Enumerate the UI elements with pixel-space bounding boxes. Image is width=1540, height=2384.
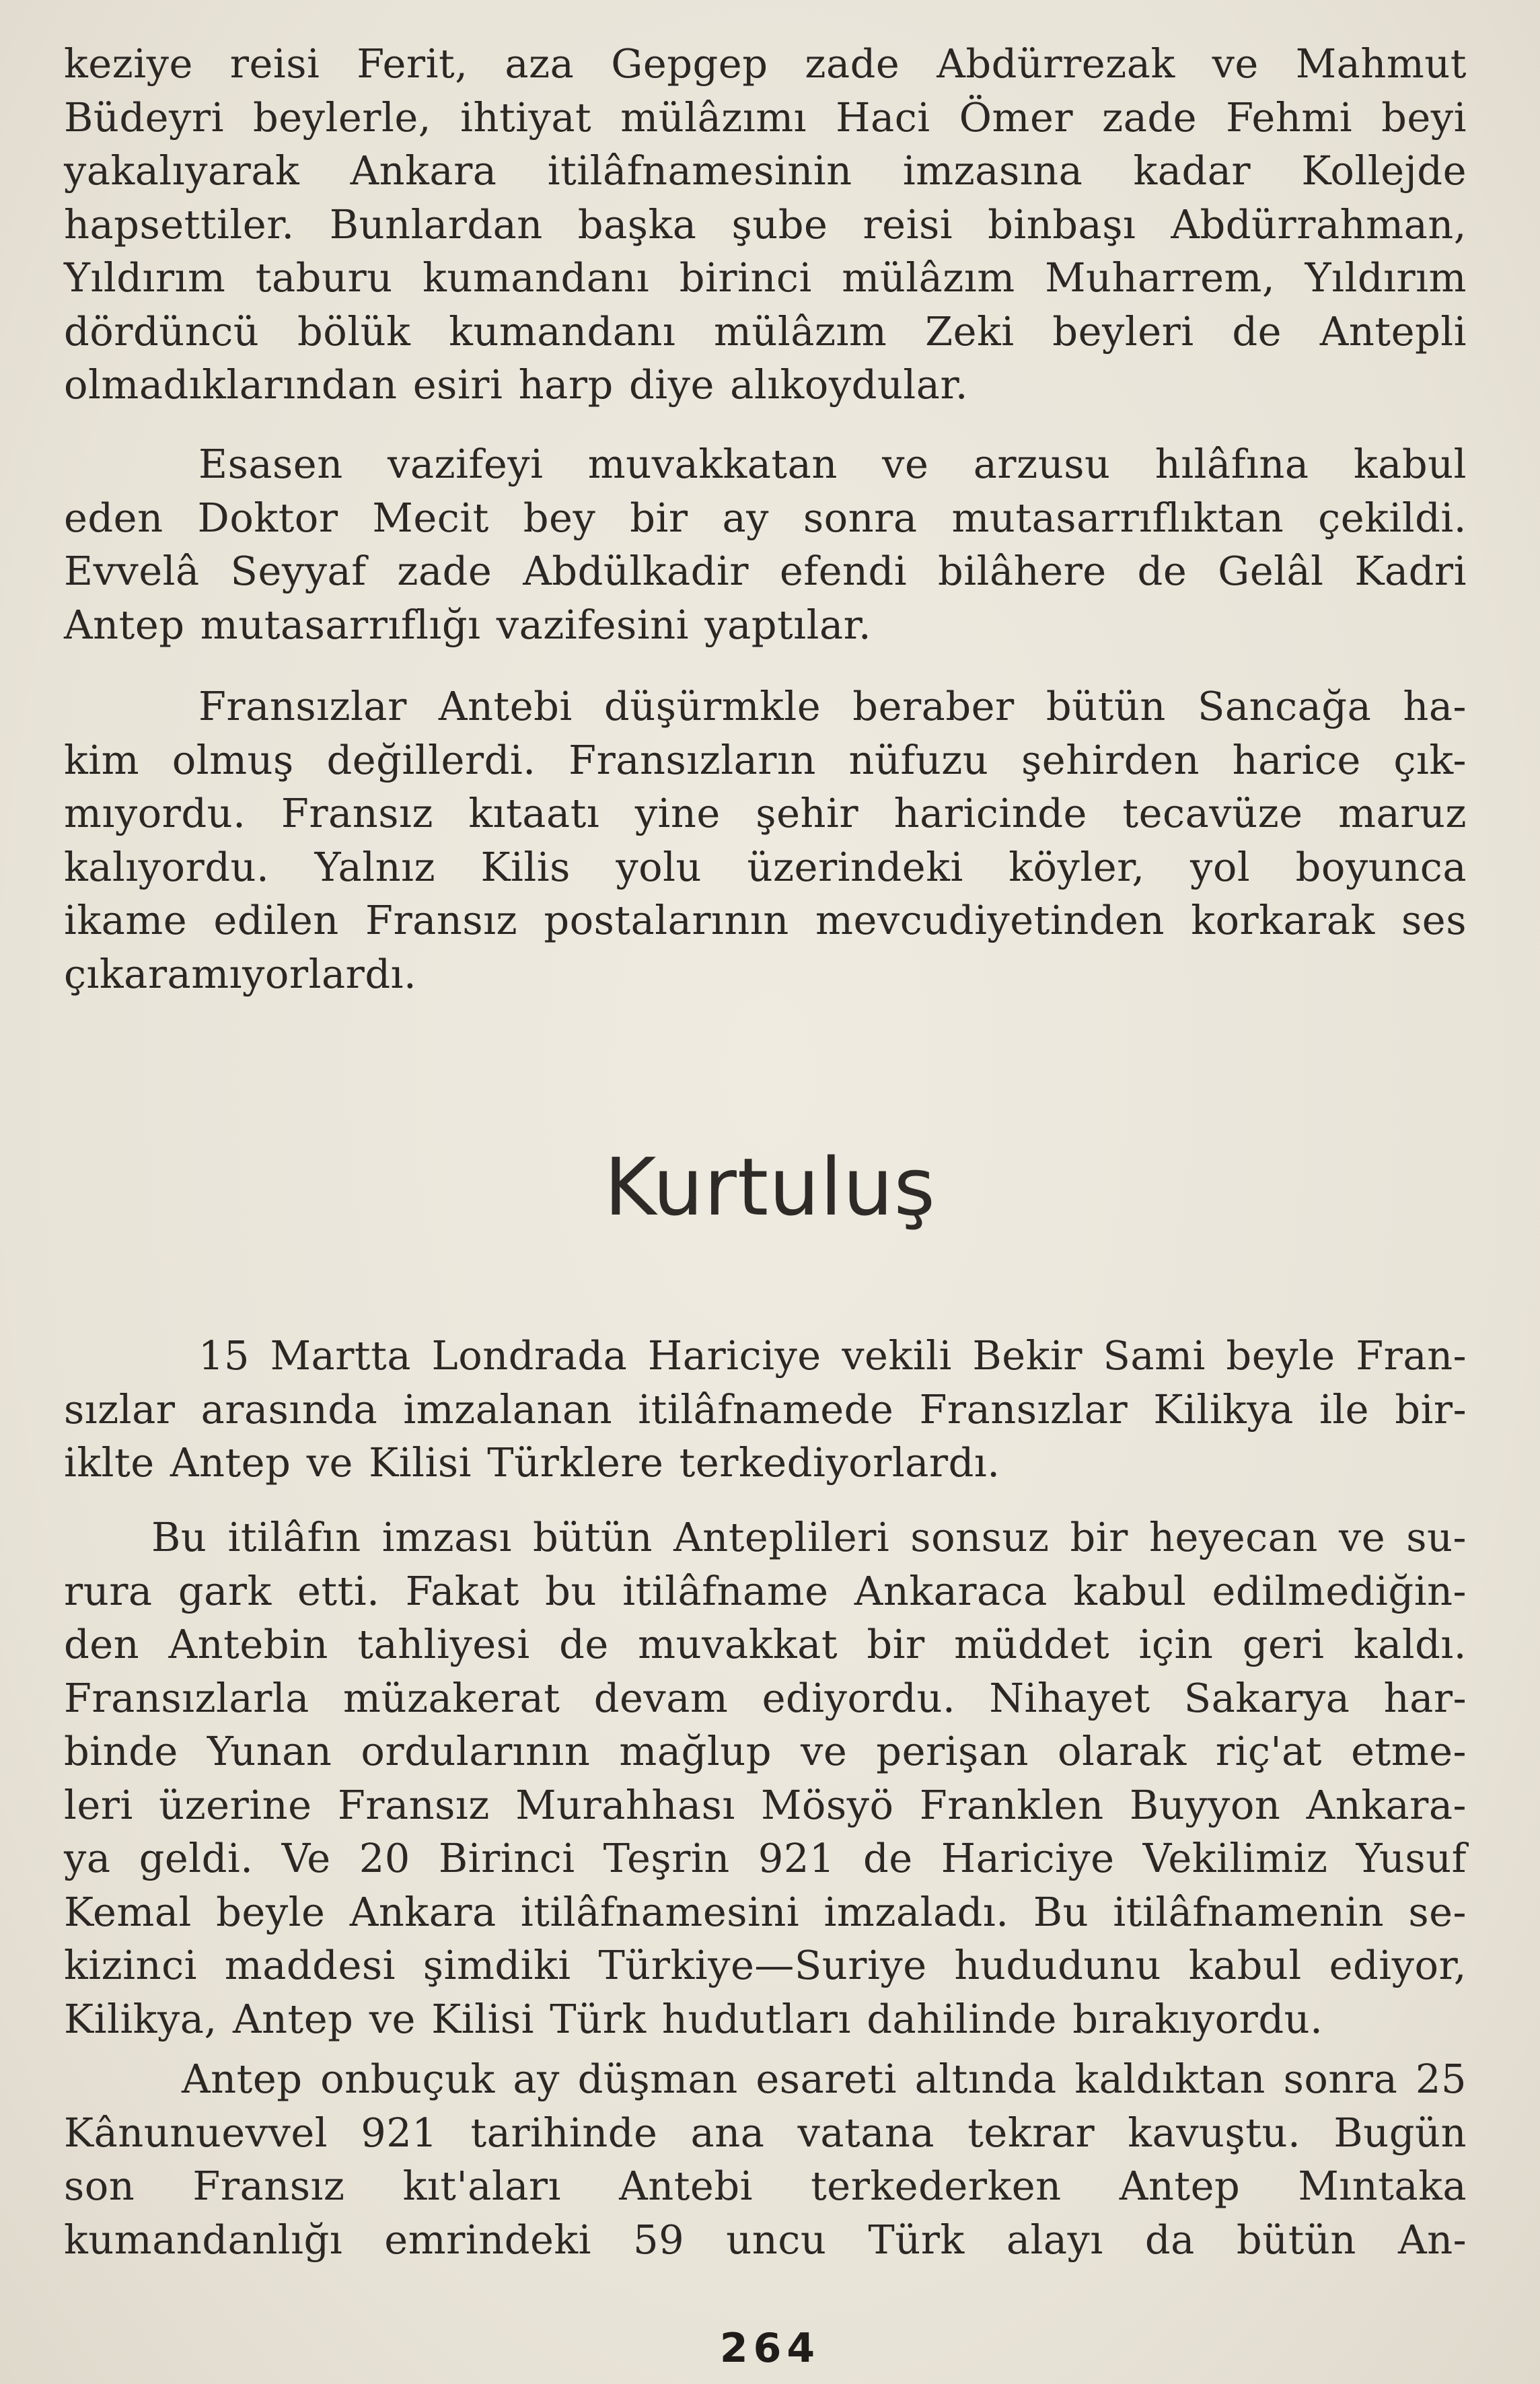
paragraph-6 — [64, 2052, 1467, 2266]
text-line: mıyordu. Fransız kıtaatı yine şehir haricinde tecavüze maruz — [64, 790, 1467, 836]
text-line: kim olmuş değillerdi. Fransızların nüfuzu şehirden harice çık- — [64, 736, 1467, 783]
text-line: sızlar arasında imzalanan itilâfnamede Fransızlar Kilikya ile bir- — [64, 1385, 1467, 1433]
paragraph-2 — [64, 437, 1467, 651]
text-line: Fransızlar Antebi düşürmkle beraber bütün Sancağa ha- — [198, 683, 1467, 729]
text-line: binde Yunan ordularının mağlup ve perişan olarak riç'at etme- — [64, 1728, 1467, 1774]
section-heading: Kurtuluş — [604, 1141, 936, 1233]
text-line: Evvelâ Seyyaf zade Abdülkadir efendi bilâhere de Gelâl Kadri — [64, 548, 1467, 594]
text-line: kumandanlığı emrindeki 59 uncu Türk alayı da bütün An- — [64, 2216, 1467, 2263]
text-line: hapsettiler. Bunlardan başka şube reisi binbaşı Abdürrahman, — [64, 201, 1467, 248]
text-line: 15 Martta Londrada Hariciye vekili Bekir Sami beyle Fran- — [198, 1332, 1467, 1379]
text-line: Bu itilâfın imzası bütün Anteplileri sonsuz bir heyecan ve su- — [151, 1514, 1467, 1560]
text-line: Fransızlarla müzakerat devam ediyordu. Nihayet Sakarya har- — [64, 1674, 1467, 1721]
text-line: kizinci maddesi şimdiki Türkiye—Suriye hududunu kabul ediyor, — [64, 1942, 1467, 1988]
paragraph-6-text — [64, 2052, 1467, 2266]
text-line: Büdeyri beylerle, ihtiyat mülâzımı Haci Ömer zade Fehmi beyi — [64, 94, 1467, 141]
text-line: iklte Antep ve Kilisi Türklere terkediyorlardı. — [64, 1439, 1000, 1486]
text-line: Antep mutasarrıflığı vazifesini yaptılar. — [64, 601, 872, 648]
paragraph-1-text — [64, 37, 1467, 412]
paragraph-5-text — [64, 1511, 1467, 2046]
paragraph-3-text — [64, 680, 1467, 1001]
text-line: dördüncü bölük kumandanı mülâzım Zeki beyleri de Antepli — [64, 308, 1467, 355]
text-line: keziye reisi Ferit, aza Gepgep zade Abdürrezak ve Mahmut — [64, 40, 1467, 87]
text-line: rura gark etti. Fakat bu itilâfname Ankaraca kabul edilmediğin- — [64, 1567, 1467, 1614]
paragraph-5 — [64, 1511, 1467, 2046]
text-line: den Antebin tahliyesi de muvakkat bir müddet için geri kaldı. — [64, 1621, 1467, 1667]
text-line: eden Doktor Mecit bey bir ay sonra mutasarrıflıktan çekildi. — [64, 494, 1467, 541]
text-line: çıkaramıyorlardı. — [64, 950, 417, 997]
text-line: Kânunuevvel 921 tarihinde ana vatana tekrar kavuştu. Bugün — [64, 2109, 1467, 2156]
text-line: Antep onbuçuk ay düşman esareti altında kaldıktan sonra 25 — [182, 2056, 1467, 2102]
text-line: son Fransız kıt'aları Antebi terkederken Antep Mıntaka — [64, 2163, 1467, 2209]
paragraph-4-text — [64, 1329, 1467, 1490]
text-line: Esasen vazifeyi muvakkatan ve arzusu hılâfına kabul — [198, 441, 1467, 487]
paragraph-3 — [64, 680, 1467, 1001]
paragraph-4 — [64, 1329, 1467, 1490]
text-line: ya geldi. Ve 20 Birinci Teşrin 921 de Hariciye Vekilimiz Yusuf — [64, 1835, 1467, 1881]
text-line: leri üzerine Fransız Murahhası Mösyö Franklen Buyyon Ankara- — [64, 1781, 1467, 1828]
text-line: yakalıyarak Ankara itilâfnamesinin imzasına kadar Kollejde — [64, 147, 1467, 194]
paragraph-1 — [64, 37, 1467, 412]
page-number: 264 — [719, 2325, 821, 2372]
paragraph-2-text — [64, 437, 1467, 651]
text-line: Kemal beyle Ankara itilâfnamesini imzaladı. Bu itilâfnamenin se- — [64, 1888, 1467, 1935]
text-line: Kilikya, Antep ve Kilisi Türk hudutları dahilinde bırakıyordu. — [64, 1995, 1323, 2042]
text-line: ikame edilen Fransız postalarının mevcudiyetinden korkarak ses — [64, 897, 1467, 943]
text-line: kalıyordu. Yalnız Kilis yolu üzerindeki köyler, yol boyunca — [64, 843, 1467, 890]
text-line: Yıldırım taburu kumandanı birinci mülâzım Muharrem, Yıldırım — [64, 254, 1467, 301]
text-line: olmadıklarından esiri harp diye alıkoydular. — [64, 361, 968, 408]
